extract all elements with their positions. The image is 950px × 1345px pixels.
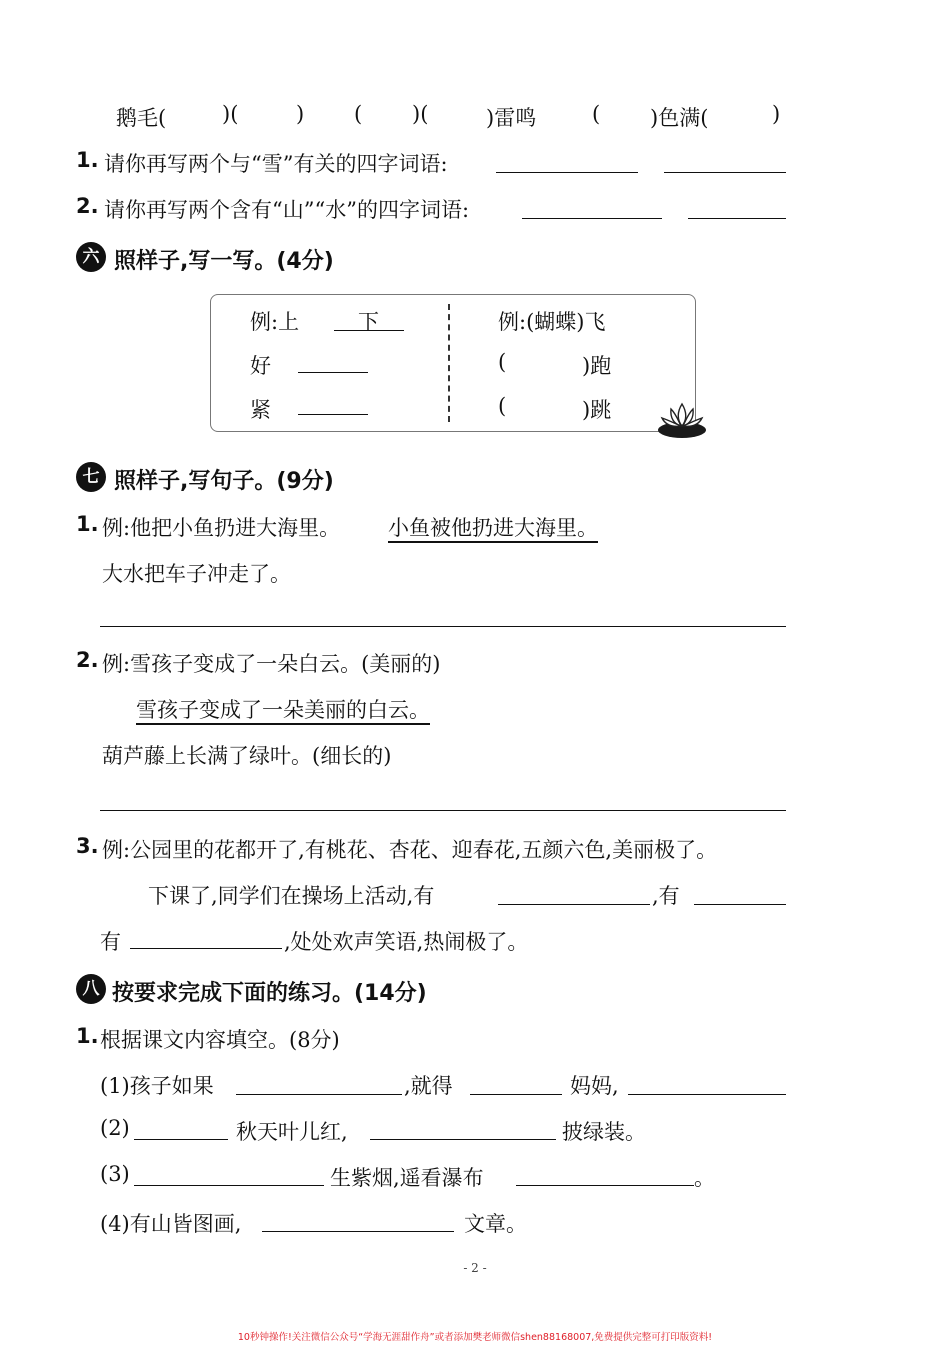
page-number: - 2 - [463, 1261, 487, 1275]
box-ex1-answer: 下 [358, 310, 379, 334]
s7-q2-number: 2. [76, 648, 99, 672]
s7-q1-number: 1. [76, 512, 99, 536]
fill-4-blank-1[interactable] [262, 1231, 454, 1232]
box-r2-open: ( [498, 350, 507, 374]
s7-q1-example: 例:他把小鱼扔进大海里。 [102, 516, 341, 540]
s7-q2-task: 葫芦藤上长满了绿叶。(细长的) [102, 744, 392, 768]
s7-q3-example: 例:公园里的花都开了,有桃花、杏花、迎春花,五颜六色,美丽极了。 [102, 838, 718, 862]
q-mountain-blank-1[interactable] [522, 218, 662, 219]
top-row-b-end: )雷鸣 [486, 106, 537, 130]
s7-q1-answer-line[interactable] [100, 626, 786, 627]
s7-q3-line1-a: 下课了,同学们在操场上活动,有 [148, 884, 435, 908]
q-mountain-text: 请你再写两个含有“山”“水”的四字词语: [104, 198, 470, 222]
s7-q3-line2-a: 有 [100, 930, 121, 954]
s7-q3-line1-b: ,有 [652, 884, 680, 908]
box-r3-verb: )跳 [582, 398, 612, 422]
s8-q1-text: 根据课文内容填空。(8分) [100, 1028, 340, 1052]
top-row-b-open: ( [354, 102, 363, 126]
footer-promo: 10秒钟操作!关注微信公众号“学海无涯甜作舟”或者添加樊老师微信shen88168007,免费提供完整可打印版资料! [237, 1332, 713, 1343]
box-divider [448, 304, 450, 422]
fill-1-blank-2[interactable] [470, 1094, 562, 1095]
s7-q3-blank-2[interactable] [694, 904, 786, 905]
fill-2-blank-1[interactable] [134, 1139, 228, 1140]
fill-2-b: 秋天叶儿红, [236, 1120, 348, 1144]
s7-q3-blank-3[interactable] [130, 948, 282, 949]
top-row-c-end: ) [772, 102, 781, 126]
section-8-badge: 八 [76, 974, 106, 1004]
s7-q3-number: 3. [76, 834, 99, 858]
q-mountain-blank-2[interactable] [688, 218, 786, 219]
fill-1-a: (1)孩子如果 [100, 1074, 214, 1098]
q-mountain-number: 2. [76, 194, 99, 218]
q-snow-blank-2[interactable] [664, 172, 786, 173]
fill-1-blank-1[interactable] [236, 1094, 402, 1095]
section-6-badge: 六 [76, 242, 106, 272]
top-row-a-mid: )( [222, 102, 239, 126]
fill-2-blank-2[interactable] [370, 1139, 556, 1140]
top-row-c-mid: )色满( [650, 106, 709, 130]
section-7-badge: 七 [76, 462, 106, 492]
box-row3-char: 紧 [250, 398, 271, 422]
box-ex1-underline [334, 330, 404, 331]
q-snow-number: 1. [76, 148, 99, 172]
box-row3-blank[interactable] [298, 414, 368, 415]
section-6-title: 照样子,写一写。(4分) [114, 249, 334, 274]
s7-q2-answer: 雪孩子变成了一朵美丽的白云。 [136, 698, 430, 722]
q-snow-text: 请你再写两个与“雪”有关的四字词语: [104, 152, 448, 176]
fill-2-a: (2) [100, 1116, 130, 1140]
s7-q2-answer-line[interactable] [100, 810, 786, 811]
top-row-c-open: ( [592, 102, 601, 126]
s7-q2-example: 例:雪孩子变成了一朵白云。(美丽的) [102, 652, 441, 676]
s8-q1-number: 1. [76, 1024, 99, 1048]
fill-3-blank-2[interactable] [516, 1185, 694, 1186]
box-r2-verb: )跑 [582, 354, 612, 378]
box-row2-char: 好 [250, 354, 271, 378]
section-7-title: 照样子,写句子。(9分) [114, 469, 334, 494]
lotus-icon [656, 396, 710, 440]
fill-1-c: 妈妈, [570, 1074, 619, 1098]
box-r3-open: ( [498, 394, 507, 418]
box-ex2: 例:(蝴蝶)飞 [498, 310, 606, 334]
fill-3-c: 。 [694, 1166, 715, 1190]
fill-1-b: ,就得 [404, 1074, 453, 1098]
q-snow-blank-1[interactable] [496, 172, 638, 173]
fill-3-a: (3) [100, 1162, 130, 1186]
top-row-a-label: 鹅毛( [116, 106, 167, 130]
s7-q1-task: 大水把车子冲走了。 [102, 562, 291, 586]
s7-q1-answer: 小鱼被他扔进大海里。 [388, 516, 598, 540]
fill-3-blank-1[interactable] [134, 1185, 324, 1186]
top-row-a-end: ) [296, 102, 305, 126]
s7-q3-line2-b: ,处处欢声笑语,热闹极了。 [284, 930, 529, 954]
fill-1-blank-3[interactable] [628, 1094, 786, 1095]
section-8-title: 按要求完成下面的练习。(14分) [112, 981, 427, 1006]
box-ex1-label: 例:上 [250, 310, 300, 334]
fill-2-c: 披绿装。 [562, 1120, 646, 1144]
fill-4-b: 文章。 [464, 1212, 527, 1236]
s7-q3-blank-1[interactable] [498, 904, 650, 905]
top-row-b-mid: )( [412, 102, 429, 126]
fill-4-a: (4)有山皆图画, [100, 1212, 242, 1236]
box-row2-blank[interactable] [298, 372, 368, 373]
fill-3-b: 生紫烟,遥看瀑布 [330, 1166, 484, 1190]
